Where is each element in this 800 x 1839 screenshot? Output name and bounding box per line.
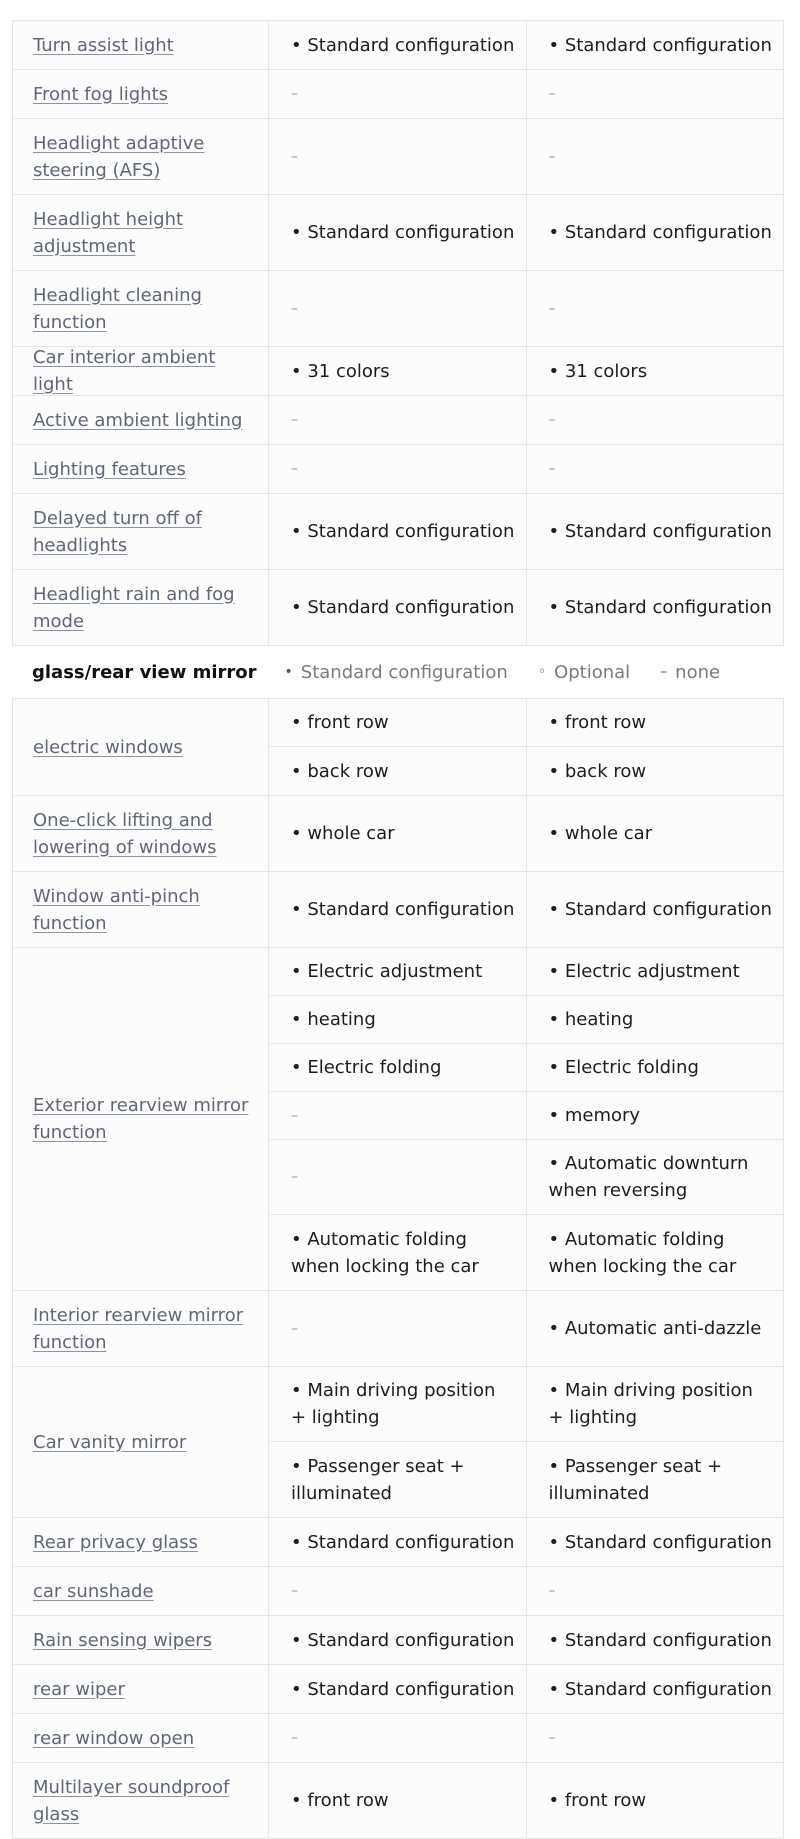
row-label-link[interactable]: Interior rearview mirror function <box>33 1304 244 1353</box>
value-text: • Automatic folding when locking the car <box>548 1228 737 1277</box>
value-text: • Automatic anti-dazzle <box>548 1318 762 1339</box>
value-subrow <box>269 699 783 747</box>
row-values <box>269 796 783 871</box>
value-text: • Main driving position + lighting <box>291 1380 496 1428</box>
value-cell-left <box>269 948 526 995</box>
value-text: • front row <box>548 712 647 733</box>
row-values <box>269 70 783 118</box>
value-cell-left <box>269 21 526 69</box>
row-label-link[interactable]: rear wiper <box>33 1678 125 1700</box>
none-dash: – <box>291 412 298 428</box>
dash-icon: – <box>660 664 668 680</box>
row-label-link[interactable]: Window anti-pinch function <box>33 885 200 934</box>
value-text: • Electric adjustment <box>548 961 740 982</box>
value-text: • Standard configuration <box>548 1531 772 1553</box>
row-label-link[interactable]: rear window open <box>33 1727 195 1749</box>
row-values <box>269 1763 783 1838</box>
none-dash: – <box>291 1169 298 1185</box>
spec-table <box>12 20 784 1839</box>
row-values <box>269 445 783 493</box>
none-dash: – <box>291 1583 298 1599</box>
value-text: • Passenger seat + illuminated <box>548 1455 723 1504</box>
none-dash: – <box>291 86 298 102</box>
value-cell-right <box>526 494 784 569</box>
value-cell-left <box>269 996 526 1043</box>
value-cell-right <box>526 1367 784 1441</box>
table-row <box>13 195 783 271</box>
value-subrow <box>269 494 783 569</box>
value-subrow <box>269 1763 783 1838</box>
row-label-link[interactable]: Headlight rain and fog mode <box>33 583 235 632</box>
value-cell-right <box>526 1763 784 1838</box>
legend <box>285 662 751 683</box>
row-values <box>269 396 783 444</box>
value-cell-right <box>526 21 784 69</box>
value-subrow <box>269 396 783 444</box>
row-label-cell <box>13 70 269 118</box>
value-cell-left <box>269 445 526 493</box>
value-text: • whole car <box>548 823 653 844</box>
value-cell-right <box>526 271 784 346</box>
value-cell-left <box>269 1763 526 1838</box>
row-label-cell <box>13 271 269 346</box>
value-cell-right <box>526 396 784 444</box>
table-row <box>13 1616 783 1665</box>
value-subrow <box>269 1044 783 1092</box>
row-values <box>269 1665 783 1713</box>
value-cell-right <box>526 1714 784 1762</box>
value-text: • Standard configuration <box>291 222 515 243</box>
row-label-link[interactable]: Headlight height adjustment <box>33 208 184 257</box>
table-row <box>13 1291 783 1367</box>
value-subrow <box>269 1367 783 1442</box>
row-label-link[interactable]: Lighting features <box>33 458 186 480</box>
row-label-cell <box>13 21 269 69</box>
value-cell-right <box>526 570 784 645</box>
table-row <box>13 271 783 347</box>
row-label-link[interactable]: Rear privacy glass <box>33 1531 198 1553</box>
row-label-link[interactable]: Active ambient lighting <box>33 409 243 431</box>
value-cell-left <box>269 1567 526 1615</box>
value-subrow <box>269 1665 783 1713</box>
value-text: • Automatic downturn when reversing <box>548 1153 749 1201</box>
row-label-link[interactable]: electric windows <box>33 736 183 758</box>
value-text: • 31 colors <box>548 360 648 382</box>
value-cell-right <box>526 1518 784 1566</box>
value-subrow <box>269 21 783 69</box>
value-subrow <box>269 1714 783 1762</box>
value-cell-right <box>526 119 784 194</box>
value-cell-left <box>269 699 526 746</box>
circle-icon: ◦ <box>537 664 547 680</box>
row-label-cell <box>13 948 269 1290</box>
value-cell-left <box>269 1367 526 1441</box>
value-text: • Standard configuration <box>548 597 772 618</box>
row-label-cell <box>13 494 269 569</box>
row-label-cell <box>13 1714 269 1762</box>
value-text: • whole car <box>291 823 395 844</box>
value-subrow <box>269 1518 783 1566</box>
value-cell-right <box>526 1215 784 1290</box>
value-text: • front row <box>291 1790 389 1811</box>
table-row <box>13 1518 783 1567</box>
row-values <box>269 948 783 1290</box>
value-text: • Standard configuration <box>548 34 772 56</box>
value-subrow <box>269 271 783 346</box>
value-text: • back row <box>291 760 389 782</box>
row-label-link[interactable]: Multilayer soundproof glass <box>33 1776 230 1825</box>
table-row <box>13 1367 783 1518</box>
value-cell-left <box>269 1665 526 1713</box>
row-label-cell <box>13 1763 269 1838</box>
row-label-cell <box>13 1518 269 1566</box>
none-dash: – <box>548 412 556 428</box>
value-text: • Standard configuration <box>291 1678 515 1700</box>
row-label-cell <box>13 195 269 270</box>
value-cell-left <box>269 195 526 270</box>
value-subrow <box>269 119 783 194</box>
value-subrow <box>269 70 783 118</box>
none-dash: – <box>291 1320 298 1337</box>
row-values <box>269 1567 783 1615</box>
value-text: • Standard configuration <box>548 1678 772 1700</box>
none-dash: – <box>291 1730 298 1746</box>
value-cell-right <box>526 347 784 395</box>
value-text: • Electric folding <box>291 1057 442 1078</box>
row-values <box>269 1291 783 1366</box>
value-text: • 31 colors <box>291 360 390 382</box>
row-label-link[interactable]: Exterior rearview mirror function <box>33 1095 249 1143</box>
value-subrow <box>269 747 783 795</box>
row-values <box>269 347 783 395</box>
row-values <box>269 699 783 795</box>
value-subrow <box>269 872 783 947</box>
value-cell-left <box>269 570 526 645</box>
table-row <box>13 396 783 445</box>
table-row <box>13 119 783 195</box>
value-subrow <box>269 1092 783 1140</box>
value-cell-left <box>269 494 526 569</box>
row-label-cell <box>13 699 269 795</box>
value-text: • Standard configuration <box>291 521 515 542</box>
value-subrow <box>269 1567 783 1615</box>
row-values <box>269 119 783 194</box>
table-row <box>13 1763 783 1839</box>
value-cell-left <box>269 1518 526 1566</box>
value-cell-right <box>526 70 784 118</box>
table-row <box>13 445 783 494</box>
value-subrow <box>269 1215 783 1290</box>
legend-none: – none <box>660 661 721 683</box>
none-dash: – <box>548 148 556 165</box>
value-cell-left <box>269 271 526 346</box>
value-cell-right <box>526 1665 784 1713</box>
value-subrow <box>269 1140 783 1215</box>
table-row <box>13 20 783 70</box>
value-subrow <box>269 570 783 645</box>
none-dash: – <box>548 300 556 317</box>
value-cell-left <box>269 1044 526 1091</box>
row-values <box>269 271 783 346</box>
value-subrow <box>269 1442 783 1517</box>
value-subrow <box>269 996 783 1044</box>
value-cell-right <box>526 1140 784 1214</box>
section-title: glass/rear view mirror <box>32 661 257 683</box>
table-row <box>13 796 783 872</box>
none-dash: – <box>548 86 556 102</box>
table-row <box>13 699 783 796</box>
row-label-link[interactable]: One-click lifting and lowering of windows <box>33 809 217 858</box>
value-cell-left <box>269 70 526 118</box>
row-label-cell <box>13 396 269 444</box>
row-values <box>269 195 783 270</box>
value-cell-right <box>526 699 784 746</box>
value-cell-left <box>269 347 526 395</box>
row-label-cell <box>13 445 269 493</box>
value-cell-right <box>526 1616 784 1664</box>
table-row <box>13 1714 783 1763</box>
row-label-link[interactable]: Headlight adaptive steering (AFS) <box>33 132 205 181</box>
table-row <box>13 70 783 119</box>
legend-standard: • Standard configuration <box>284 661 508 683</box>
value-text: • heating <box>291 1009 376 1030</box>
row-values <box>269 1714 783 1762</box>
value-cell-left <box>269 1291 526 1366</box>
value-text: • Standard configuration <box>291 1531 515 1553</box>
value-text: • Passenger seat + illuminated <box>291 1455 465 1504</box>
value-cell-left <box>269 1215 526 1290</box>
section-header <box>12 646 784 699</box>
value-text: • Standard configuration <box>548 521 772 542</box>
row-values <box>269 872 783 947</box>
value-text: • Standard configuration <box>291 1629 515 1651</box>
value-text: • heating <box>548 1009 634 1030</box>
table-row <box>13 948 783 1291</box>
row-values <box>269 1616 783 1664</box>
value-cell-right <box>526 195 784 270</box>
value-text: • front row <box>291 712 389 733</box>
value-subrow <box>269 195 783 270</box>
row-label-cell <box>13 570 269 645</box>
row-label-link[interactable]: Turn assist light <box>33 34 174 56</box>
value-text: • Standard configuration <box>548 222 772 243</box>
row-label-cell <box>13 1367 269 1517</box>
table-row <box>13 1665 783 1714</box>
none-dash: – <box>548 1730 556 1746</box>
table-row <box>13 872 783 948</box>
value-cell-left <box>269 1616 526 1664</box>
row-label-cell <box>13 1567 269 1615</box>
value-cell-left <box>269 119 526 194</box>
value-text: • Electric folding <box>548 1057 699 1078</box>
value-cell-right <box>526 1044 784 1091</box>
row-label-cell <box>13 1291 269 1366</box>
value-text: • memory <box>548 1105 641 1126</box>
row-label-link[interactable]: Headlight cleaning function <box>33 284 202 333</box>
value-subrow <box>269 948 783 996</box>
bullet-icon: • <box>284 664 293 680</box>
row-label-link[interactable]: car sunshade <box>33 1580 154 1602</box>
none-dash: – <box>548 461 556 477</box>
value-cell-left <box>269 1442 526 1517</box>
row-label-cell <box>13 872 269 947</box>
none-dash: – <box>291 300 298 317</box>
value-cell-right <box>526 1092 784 1139</box>
value-cell-left <box>269 1714 526 1762</box>
value-text: • Standard configuration <box>291 899 515 920</box>
row-values <box>269 570 783 645</box>
value-cell-left <box>269 396 526 444</box>
value-subrow <box>269 445 783 493</box>
value-text: • front row <box>548 1790 647 1811</box>
value-text: • Main driving position + lighting <box>548 1380 753 1428</box>
value-text: • Standard configuration <box>548 1629 772 1651</box>
value-text: • Standard configuration <box>291 34 515 56</box>
value-cell-right <box>526 948 784 995</box>
row-label-cell <box>13 347 269 395</box>
value-text: • Electric adjustment <box>291 961 483 982</box>
row-label-link[interactable]: Car vanity mirror <box>33 1431 187 1453</box>
row-label-link[interactable]: Front fog lights <box>33 83 169 105</box>
row-label-link[interactable]: Delayed turn off of headlights <box>33 507 203 556</box>
value-cell-right <box>526 1291 784 1366</box>
value-cell-right <box>526 747 784 795</box>
row-values <box>269 1367 783 1517</box>
value-text: • Standard configuration <box>291 597 515 618</box>
value-subrow <box>269 1291 783 1366</box>
value-cell-left <box>269 872 526 947</box>
table-row <box>13 494 783 570</box>
row-values <box>269 1518 783 1566</box>
row-values <box>269 21 783 69</box>
value-cell-right <box>526 445 784 493</box>
none-dash: – <box>548 1583 556 1599</box>
value-text: • back row <box>548 760 647 782</box>
none-dash: – <box>291 1107 298 1124</box>
row-values <box>269 494 783 569</box>
row-label-link[interactable]: Car interior ambient light <box>33 347 216 395</box>
value-cell-left <box>269 747 526 795</box>
value-cell-left <box>269 796 526 871</box>
row-label-link[interactable]: Rain sensing wipers <box>33 1629 213 1651</box>
legend-optional: ◦ Optional <box>537 661 631 683</box>
table-row <box>13 1567 783 1616</box>
value-cell-right <box>526 1567 784 1615</box>
value-subrow <box>269 1616 783 1664</box>
value-text: • Standard configuration <box>548 899 772 920</box>
value-cell-right <box>526 1442 784 1517</box>
value-cell-left <box>269 1092 526 1139</box>
table-row <box>13 347 783 396</box>
value-subrow <box>269 796 783 871</box>
value-cell-right <box>526 796 784 871</box>
value-cell-left <box>269 1140 526 1214</box>
row-label-cell <box>13 1665 269 1713</box>
table-row <box>13 570 783 646</box>
value-text: • Automatic folding when locking the car <box>291 1228 479 1277</box>
value-cell-right <box>526 996 784 1043</box>
none-dash: – <box>291 461 298 477</box>
value-cell-right <box>526 872 784 947</box>
row-label-cell <box>13 1616 269 1664</box>
row-label-cell <box>13 119 269 194</box>
row-label-cell <box>13 796 269 871</box>
none-dash: – <box>291 148 298 165</box>
value-subrow <box>269 347 783 395</box>
